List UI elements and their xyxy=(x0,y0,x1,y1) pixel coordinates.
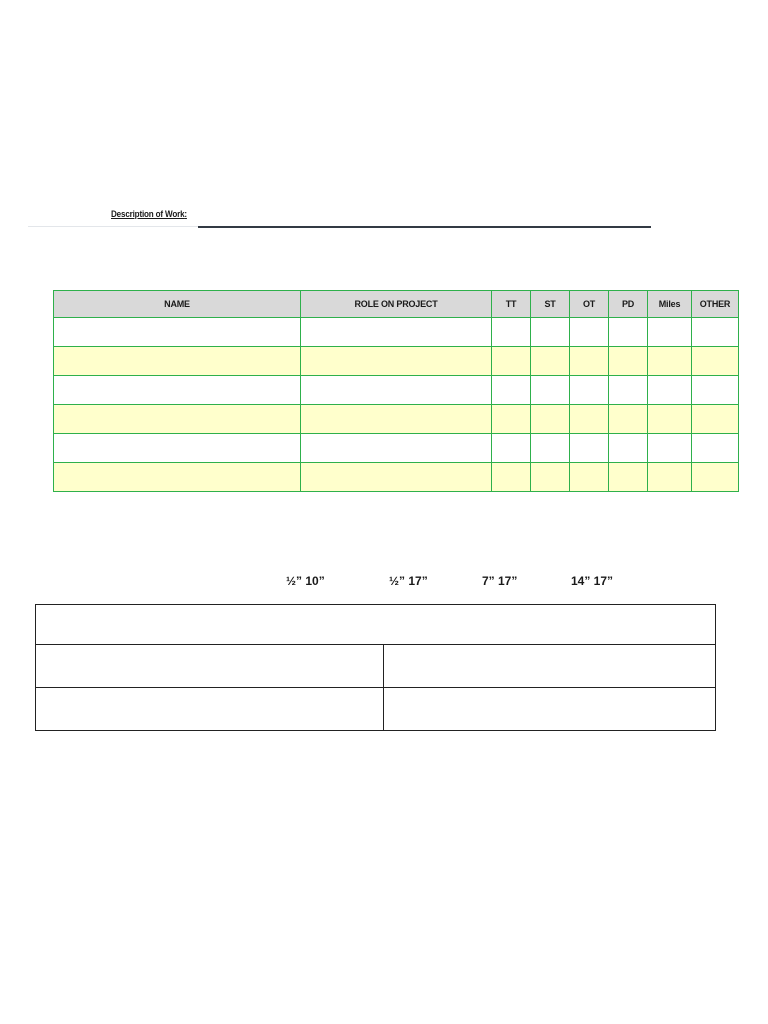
cell-miles[interactable] xyxy=(648,463,692,492)
cell-role[interactable] xyxy=(301,405,492,434)
cell-role[interactable] xyxy=(301,434,492,463)
cell-tt[interactable] xyxy=(492,376,531,405)
cell-st[interactable] xyxy=(531,347,570,376)
dimension-label: ½” 10” xyxy=(286,574,325,588)
cell-ot[interactable] xyxy=(570,318,609,347)
cell-ot[interactable] xyxy=(570,405,609,434)
cell-name[interactable] xyxy=(54,376,301,405)
cell-ot[interactable] xyxy=(570,376,609,405)
dimension-label: 7” 17” xyxy=(482,574,518,588)
cell-ot[interactable] xyxy=(570,347,609,376)
signature-box-row1-right-field[interactable] xyxy=(384,645,716,688)
signature-box-row2-left-field[interactable] xyxy=(36,688,384,731)
table-row xyxy=(54,376,739,405)
cell-other[interactable] xyxy=(692,434,739,463)
table-row xyxy=(54,463,739,492)
header-name: NAME xyxy=(54,291,301,318)
cell-tt[interactable] xyxy=(492,434,531,463)
header-st: ST xyxy=(531,291,570,318)
cell-st[interactable] xyxy=(531,405,570,434)
cell-other[interactable] xyxy=(692,318,739,347)
cell-miles[interactable] xyxy=(648,405,692,434)
cell-pd[interactable] xyxy=(609,318,648,347)
table-row xyxy=(54,405,739,434)
table-row xyxy=(54,347,739,376)
cell-other[interactable] xyxy=(692,405,739,434)
dimension-label: ½” 17” xyxy=(389,574,428,588)
cell-tt[interactable] xyxy=(492,318,531,347)
header-pd: PD xyxy=(609,291,648,318)
cell-miles[interactable] xyxy=(648,318,692,347)
cell-tt[interactable] xyxy=(492,405,531,434)
cell-role[interactable] xyxy=(301,463,492,492)
cell-ot[interactable] xyxy=(570,463,609,492)
cell-st[interactable] xyxy=(531,376,570,405)
crew-table-header-row xyxy=(54,291,739,318)
cell-name[interactable] xyxy=(54,405,301,434)
header-tt: TT xyxy=(492,291,531,318)
description-of-work-field[interactable] xyxy=(198,226,651,228)
cell-name[interactable] xyxy=(54,463,301,492)
cell-ot[interactable] xyxy=(570,434,609,463)
cell-pd[interactable] xyxy=(609,405,648,434)
cell-miles[interactable] xyxy=(648,434,692,463)
cell-miles[interactable] xyxy=(648,376,692,405)
cell-role[interactable] xyxy=(301,318,492,347)
crew-time-table xyxy=(53,290,739,492)
cell-other[interactable] xyxy=(692,347,739,376)
description-label-colon: : xyxy=(184,209,187,219)
table-row xyxy=(54,318,739,347)
cell-name[interactable] xyxy=(54,434,301,463)
signature-box-top-field[interactable] xyxy=(36,605,716,645)
cell-role[interactable] xyxy=(301,347,492,376)
cell-st[interactable] xyxy=(531,434,570,463)
dimension-label: 14” 17” xyxy=(571,574,614,588)
description-of-work-label xyxy=(111,209,187,219)
cell-st[interactable] xyxy=(531,318,570,347)
header-miles: Miles xyxy=(648,291,692,318)
signature-box xyxy=(35,604,716,731)
cell-pd[interactable] xyxy=(609,463,648,492)
cell-name[interactable] xyxy=(54,347,301,376)
cell-other[interactable] xyxy=(692,463,739,492)
cell-tt[interactable] xyxy=(492,463,531,492)
cell-miles[interactable] xyxy=(648,347,692,376)
cell-tt[interactable] xyxy=(492,347,531,376)
header-other: OTHER xyxy=(692,291,739,318)
header-ot: OT xyxy=(570,291,609,318)
cell-other[interactable] xyxy=(692,376,739,405)
description-label-text: Description of Work xyxy=(111,209,185,219)
cell-st[interactable] xyxy=(531,463,570,492)
signature-box-row2-right-field[interactable] xyxy=(384,688,716,731)
cell-pd[interactable] xyxy=(609,347,648,376)
signature-box-row1-left-field[interactable] xyxy=(36,645,384,688)
cell-pd[interactable] xyxy=(609,434,648,463)
description-underline-faint xyxy=(28,226,198,227)
cell-name[interactable] xyxy=(54,318,301,347)
cell-pd[interactable] xyxy=(609,376,648,405)
header-role-on-project: ROLE ON PROJECT xyxy=(301,291,492,318)
table-row xyxy=(54,434,739,463)
cell-role[interactable] xyxy=(301,376,492,405)
